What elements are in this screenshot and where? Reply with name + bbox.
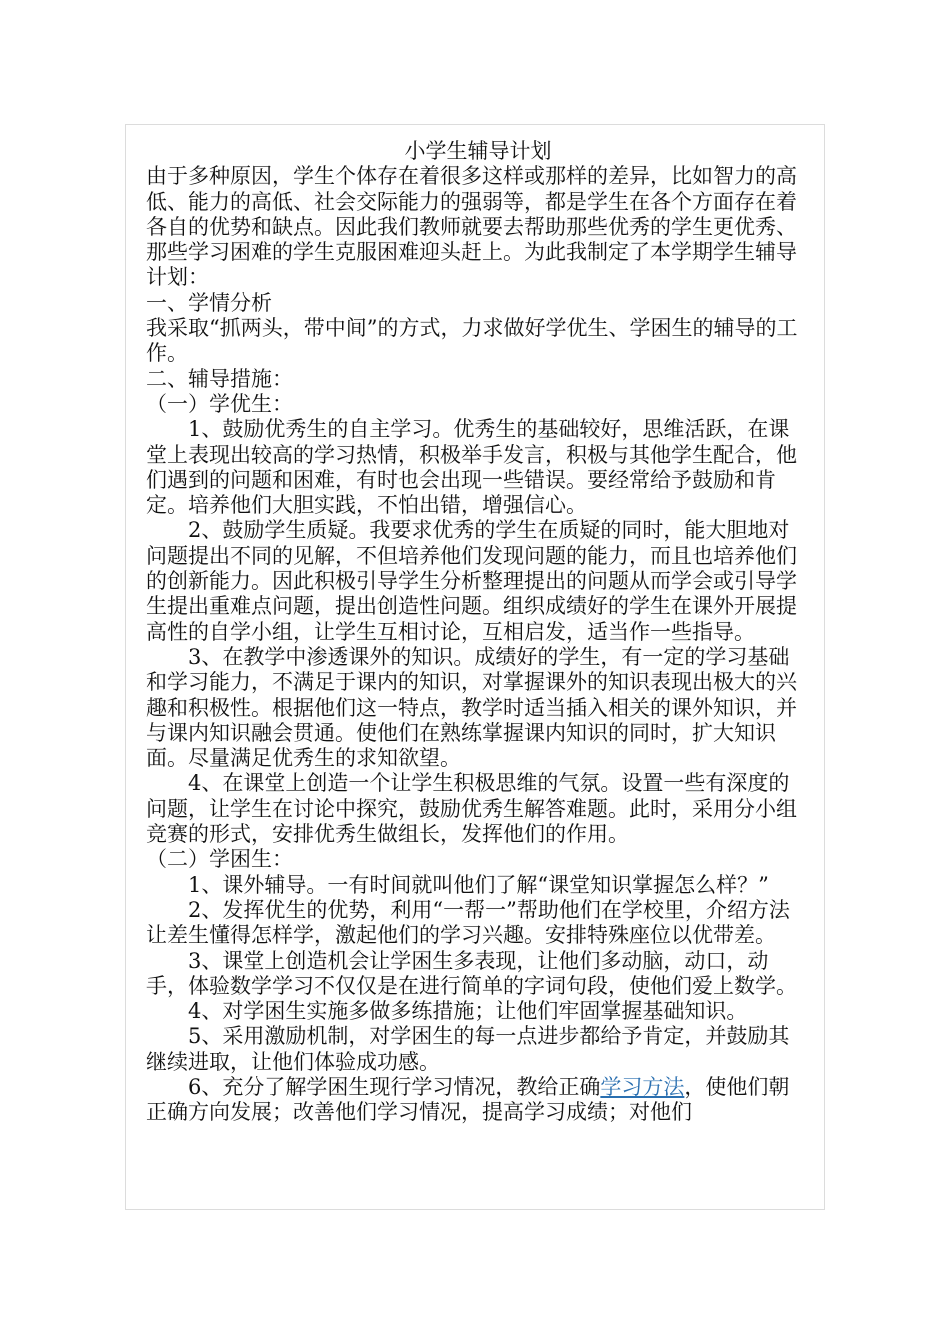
sub1-heading: （一）学优生： <box>146 391 293 416</box>
sub1-item: 2、鼓励学生质疑。我要求优秀的学生在质疑的同时，能大胆地对问题提出不同的见解，不但培养他们发现问题的能力，而且也培养他们的创新能力。因此积极引导学生分析整理提出的问题从而学会或引导学生提出重难点问题，提出创造性问题。组织成绩好的学生在课外开展提高性的自学小组，让学生互相讨论，互相启发，适当作一些指导。 <box>146 518 797 644</box>
sub2-item: 5、采用激励机制，对学困生的每一点进步都给予肯定，并鼓励其继续进取，让他们体验成功感。 <box>146 1024 790 1074</box>
item6-text-after: ，使他们朝正确方向发展；改善他们学习情况，提高学习成绩；对他们 <box>146 1074 790 1125</box>
document-body <box>146 139 810 1126</box>
study-method-link[interactable]: 学习方法 <box>600 1074 685 1099</box>
sub1-item: 4、在课堂上创造一个让学生积极思维的气氛。设置一些有深度的问题，让学生在讨论中探究，鼓励优秀生解答难题。此时，采用分小组竞赛的形式，安排优秀生做组长，发挥他们的作用。 <box>146 771 797 847</box>
intro-paragraph: 由于多种原因，学生个体存在着很多这样或那样的差异，比如智力的高低、能力的高低、社会交际能力的强弱等，都是学生在各个方面存在着各自的优势和缺点。因此我们教师就要去帮助那些优秀的学生更优秀、那些学习困难的学生克服困难迎头赶上。为此我制定了本学期学生辅导计划： <box>146 164 797 290</box>
section1-paragraph: 我采取“抓两头，带中间”的方式，力求做好学优生、学困生的辅导的工作。 <box>146 316 798 366</box>
sub2-heading: （二）学困生： <box>146 847 293 872</box>
item6-text-before: 6、充分了解学困生现行学习情况，教给正确 <box>188 1074 601 1099</box>
sub1-item: 1、鼓励优秀生的自主学习。优秀生的基础较好，思维活跃，在课堂上表现出较高的学习热情，积极举手发言，积极与其他学生配合，他们遇到的问题和困难，有时也会出现一些错误。要经常给予鼓励和肯定。培养他们大胆实践，不怕出错，增强信心。 <box>146 417 797 518</box>
sub1-item: 3、在教学中渗透课外的知识。成绩好的学生，有一定的学习基础和学习能力，不满足于课内的知识，对掌握课外的知识表现出极大的兴趣和积极性。根据他们这一特点，教学时适当插入相关的课外知识，并与课内知识融会贯通。使他们在熟练掌握课内知识的同时，扩大知识面。尽量满足优秀生的求知欲望。 <box>146 644 797 771</box>
document-title: 小学生辅导计划 <box>404 139 552 163</box>
sub2-item: 2、发挥优生的优势，利用“一帮一”帮助他们在学校里，介绍方法让差生懂得怎样学，激起他们的学习兴趣。安排特殊座位以优带差。 <box>146 897 790 948</box>
document-frame <box>125 124 825 1210</box>
section2-heading: 二、辅导措施： <box>146 366 293 391</box>
sub2-item-6 <box>146 1075 810 1126</box>
sub2-item: 3、课堂上创造机会让学困生多表现，让他们多动脑，动口，动手，体验数学学习不仅仅是在进行简单的字词句段，使他们爱上数学。 <box>146 948 797 998</box>
sub2-item: 4、对学困生实施多做多练措施；让他们牢固掌握基础知识。 <box>188 999 748 1024</box>
section1-heading: 一、学情分析 <box>146 290 272 315</box>
sub2-item: 1、课外辅导。一有时间就叫他们了解“课堂知识掌握怎么样？” <box>188 872 769 897</box>
